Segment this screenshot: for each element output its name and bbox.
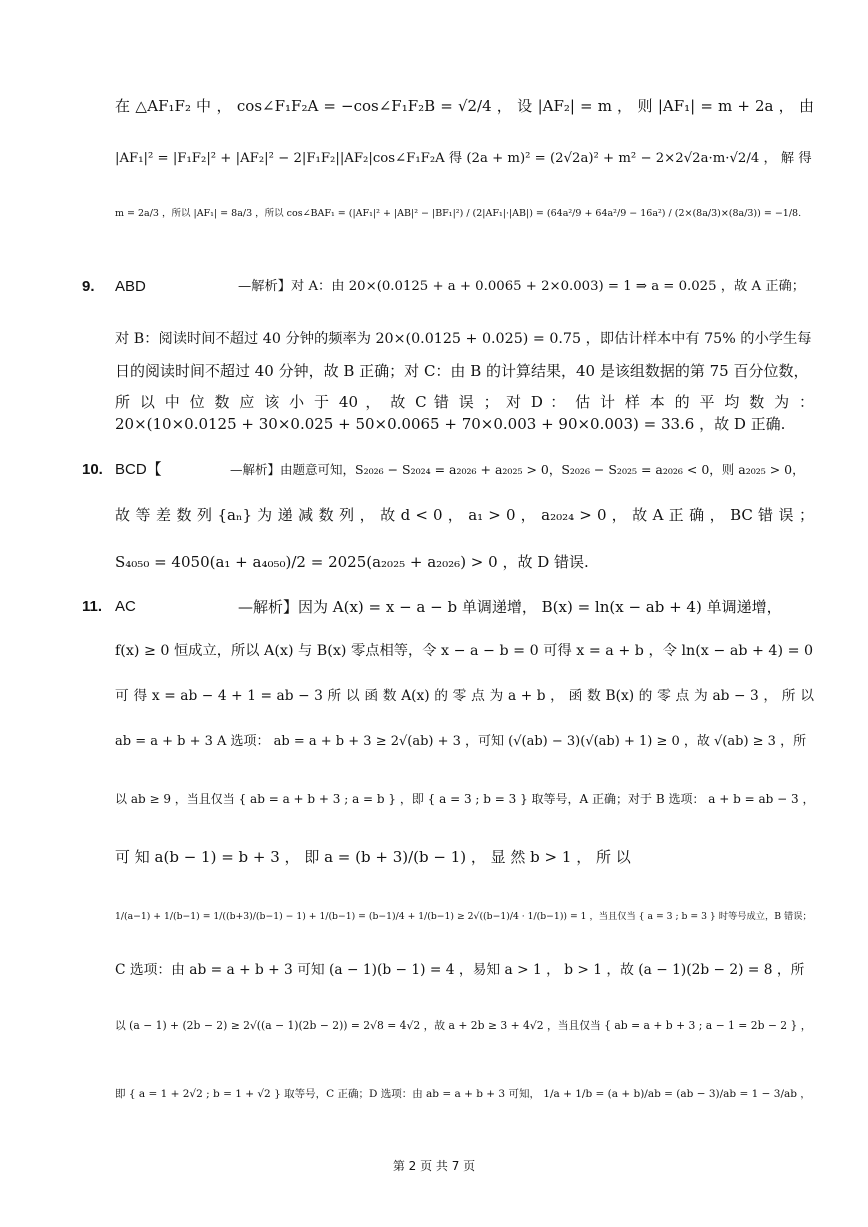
solution-11-line-9: 即 { a = 1 + 2√2 ; b = 1 + √2 } 取等号，C 正确；D 选项：由 ab = a + b + 3 可知， 1/a + 1/b = (a + b)/ab = (ab − 3)/ab = 1 − 3/ab ， [115, 1088, 811, 1100]
answer-9: ABD [115, 278, 146, 295]
solution-10-line-0: —解析】由题意可知，S₂₀₂₆ − S₂₀₂₄ = a₂₀₂₆ + a₂₀₂₅ > 0，S₂₀₂₆ − S₂₀₂₅ = a₂₀₂₆ < 0，则 a₂₀₂₅ > 0， [230, 462, 805, 477]
solution-9-line-1: 对 B：阅读时间不超过 40 分钟的频率为 20×(0.0125 + 0.025) = 0.75 ，即估计样本中有 75% 的小学生每 [115, 331, 812, 347]
solution-9-line-2: 日的阅读时间不超过 40 分钟，故 B 正确；对 C：由 B 的计算结果，40 是该组数据的第 75 百分位数， [115, 362, 809, 380]
solution-11-line-6: 1/(a−1) + 1/(b−1) = 1/((b+3)/(b−1) − 1) + 1/(b−1) = (b−1)/4 + 1/(b−1) ≥ 2√((b−1)/4 · 1/(b−1)) = 1 ，当且仅当 { a = 3 ; b = 3 } 时等号成立，B 错误； [115, 911, 812, 922]
solution-11-line-3: ab = a + b + 3 A 选项： ab = a + b + 3 ≥ 2√(ab) + 3 ，可知 (√(ab) − 3)(√(ab) + 1) ≥ 0 ，故 √(ab) ≥ 3 ，所 [115, 734, 807, 749]
answer-11: AC [115, 598, 136, 615]
solution-8-line-3: m = 2a/3 ，所以 |AF₁| = 8a/3 ，所以 cos∠BAF₁ = (|AF₁|² + |AB|² − |BF₁|²) / (2|AF₁|·|AB|) = (64a²/9 + 64a²/9 − 16a²) / (2×(8a/3)×(8a/3)) = −1/8. [115, 208, 802, 219]
solution-8-line-2: |AF₁|² = |F₁F₂|² + |AF₂|² − 2|F₁F₂||AF₂|cos∠F₁F₂A 得 (2a + m)² = (2√2a)² + m² − 2×2√2a·m·√2/4 ， 解 得 [115, 151, 812, 166]
solution-9-line-3: 所 以 中 位 数 应 该 小 于 40 ， 故 C 错 误 ； 对 D ： 估 计 样 本 的 平 均 数 为 ： [115, 393, 814, 411]
page-footer: 第 2 页 共 7 页 [392, 1159, 476, 1173]
solution-11-line-5: 可 知 a(b − 1) = b + 3 ， 即 a = (b + 3)/(b − 1) ， 显 然 b > 1 ， 所 以 [115, 848, 631, 866]
question-number-11: 11. [82, 598, 103, 615]
solution-11-line-4: 以 ab ≥ 9 ，当且仅当 { ab = a + b + 3 ; a = b } ，即 { a = 3 ; b = 3 } 取等号，A 正确；对于 B 选项： a + b = ab − 3 ， [115, 792, 814, 806]
solution-8-line-1: 在 △AF₁F₂ 中 ， cos∠F₁F₂A = −cos∠F₁F₂B = √2/4 ， 设 |AF₂| = m ， 则 |AF₁| = m + 2a ， 由 [115, 97, 814, 115]
solution-10-line-2: S₄₀₅₀ = 4050(a₁ + a₄₀₅₀)/2 = 2025(a₂₀₂₅ + a₂₀₂₆) > 0 ，故 D 错误. [115, 553, 589, 571]
answer-10: BCD【 [115, 461, 162, 478]
solution-11-line-8: 以 (a − 1) + (2b − 2) ≥ 2√((a − 1)(2b − 2)) = 2√8 = 4√2 ，故 a + 2b ≥ 3 + 4√2 ，当且仅当 { ab = a + b + 3 ; a − 1 = 2b − 2 } ， [115, 1019, 812, 1032]
question-number-10: 10. [82, 461, 103, 478]
solution-11-line-7: C 选项：由 ab = a + b + 3 可知 (a − 1)(b − 1) = 4 ，易知 a > 1 ， b > 1 ，故 (a − 1)(2b − 2) = 8 ，所 [115, 962, 805, 978]
solution-11-line-1: f(x) ≥ 0 恒成立，所以 A(x) 与 B(x) 零点相等，令 x − a − b = 0 可得 x = a + b ，令 ln(x − ab + 4) = 0 [115, 643, 814, 659]
question-number-9: 9. [82, 278, 95, 295]
solution-9-line-4: 20×(10×0.0125 + 30×0.025 + 50×0.0065 + 70×0.003 + 90×0.003) = 33.6 ，故 D 正确. [115, 415, 786, 433]
solution-10-line-1: 故 等 差 数 列 {aₙ} 为 递 减 数 列 ， 故 d < 0 ， a₁ > 0 ， a₂₀₂₄ > 0 ， 故 A 正 确 ， BC 错 误 ； [115, 506, 814, 524]
solution-9-line-0: —解析】对 A：由 20×(0.0125 + a + 0.0065 + 2×0.003) = 1 ⇒ a = 0.025 ，故 A 正确； [238, 279, 806, 294]
solution-11-line-2: 可 得 x = ab − 4 + 1 = ab − 3 所 以 函 数 A(x) 的 零 点 为 a + b ， 函 数 B(x) 的 零 点 为 ab − 3 ， 所 以 [115, 688, 814, 704]
solution-11-line-0: —解析】因为 A(x) = x − a − b 单调递增， B(x) = ln(x − ab + 4) 单调递增， [238, 598, 782, 616]
